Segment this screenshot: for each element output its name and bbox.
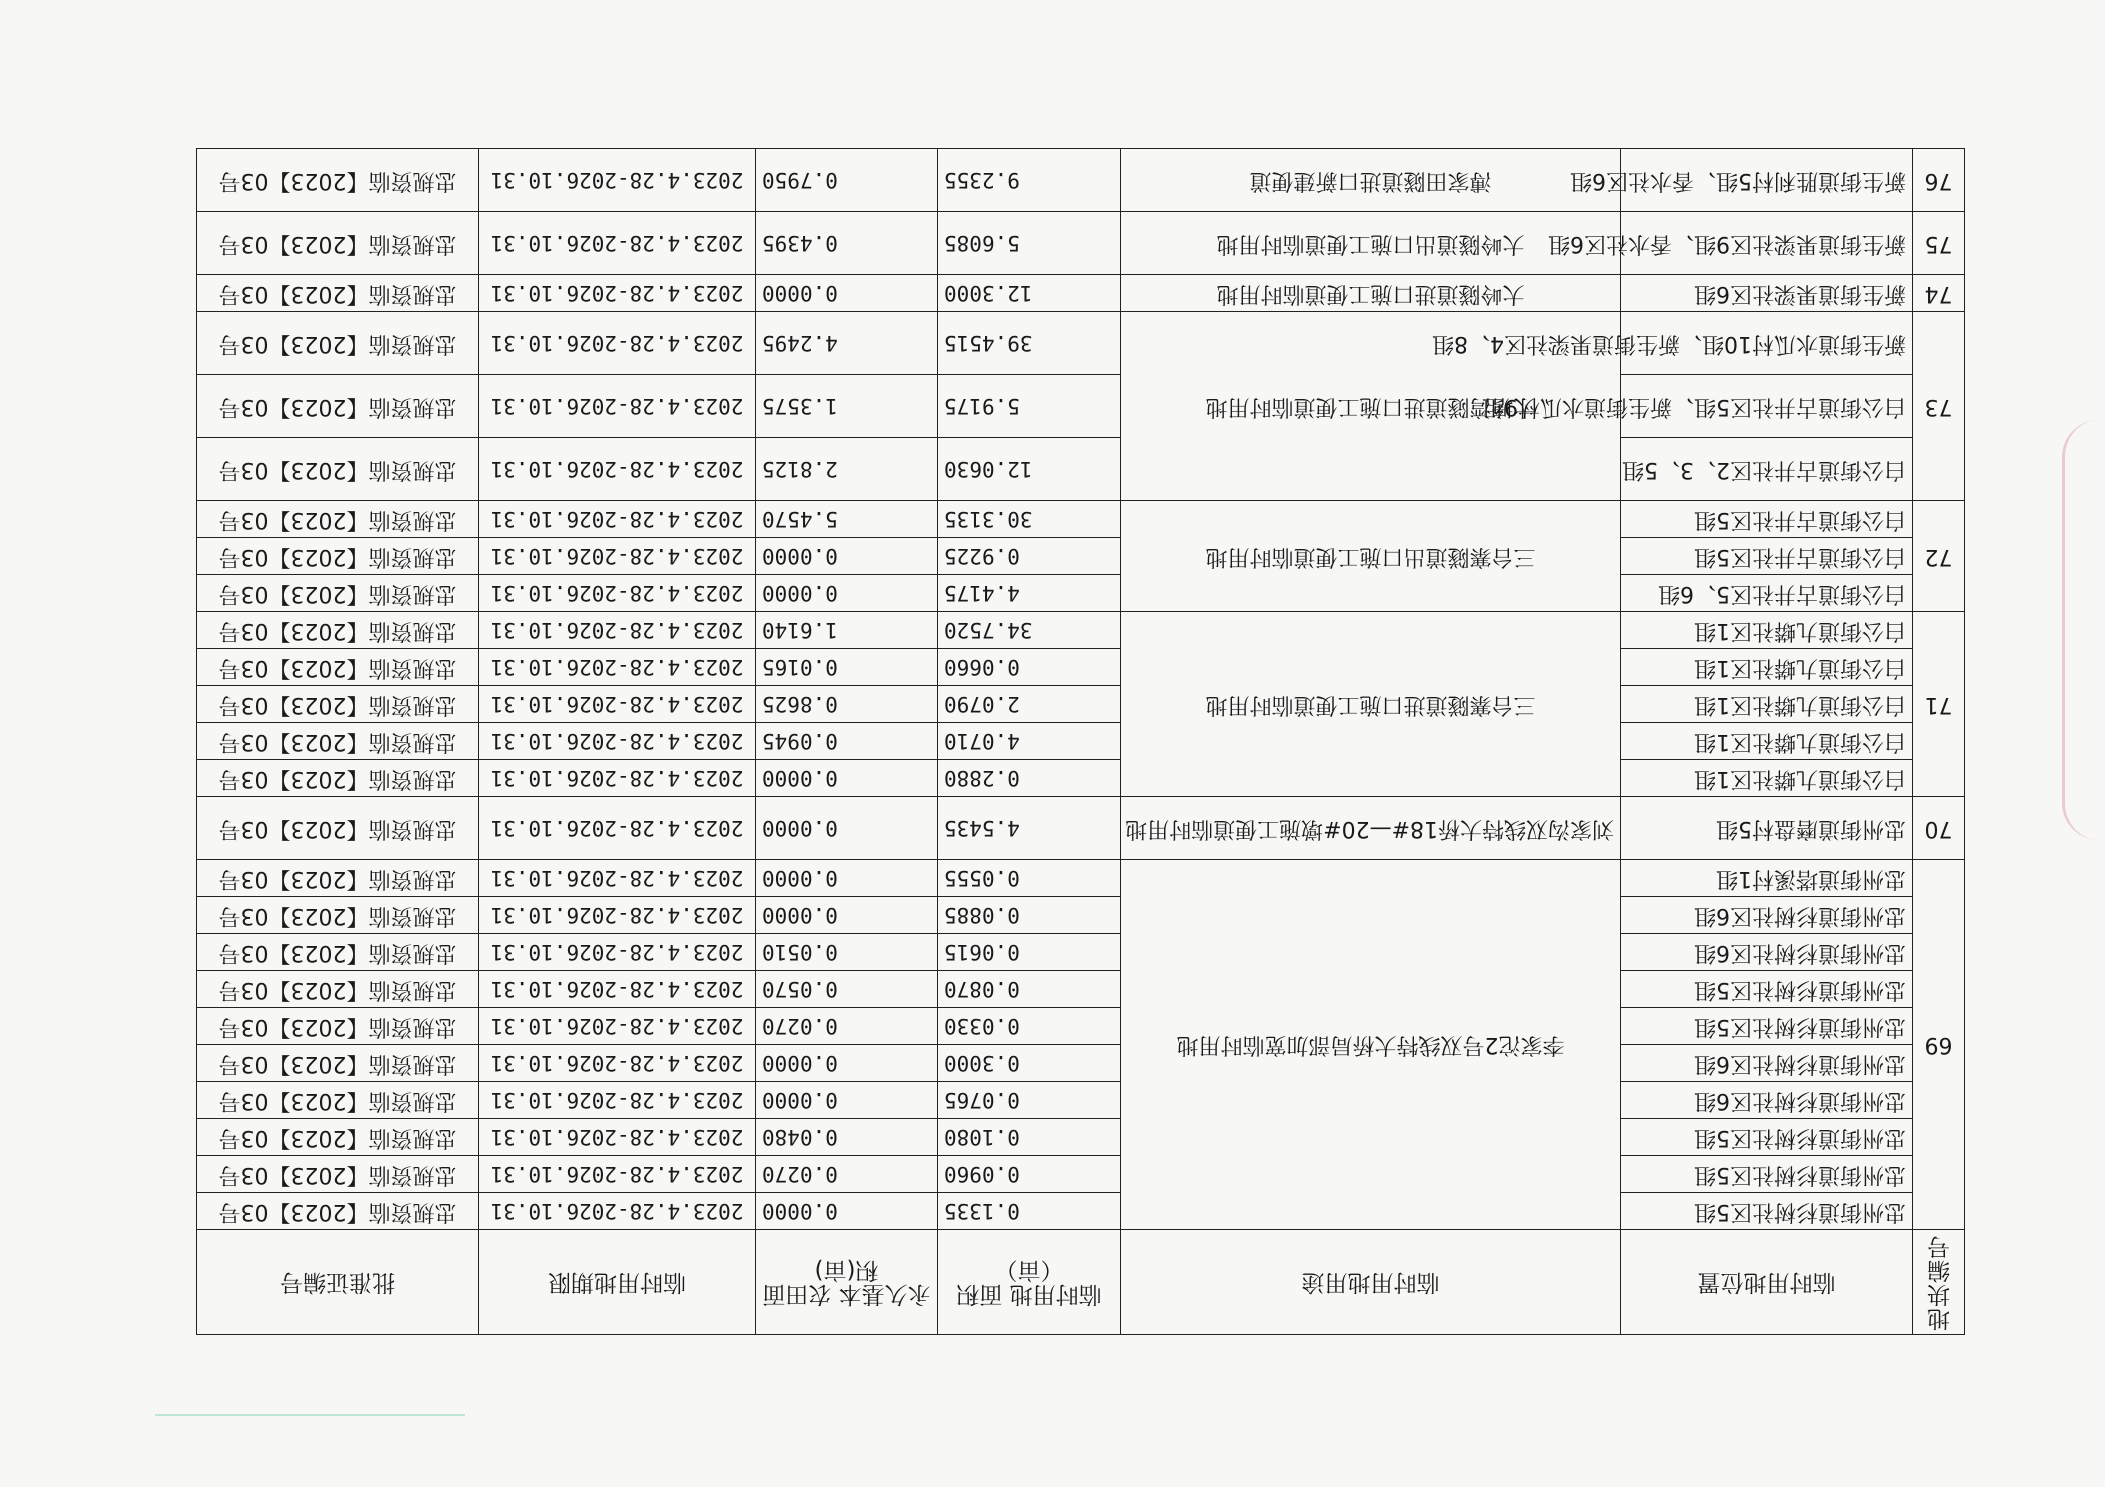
table-row	[197, 1156, 1965, 1193]
table-row	[197, 575, 1965, 612]
block-number: 70	[1913, 797, 1965, 860]
header-no: 地块编号	[1913, 1230, 1965, 1335]
table-row	[197, 649, 1965, 686]
cell-location: 白公街道九蟒社区1组	[1621, 686, 1913, 723]
table-row	[197, 971, 1965, 1008]
cell-farmland: 0.0000	[756, 760, 938, 797]
block-number: 76	[1913, 149, 1965, 212]
cell-area: 0.0765	[938, 1082, 1121, 1119]
cell-approval: 忠规资临【2023】03号	[197, 934, 479, 971]
table-row	[197, 501, 1965, 538]
cell-period: 2023.4.28-2026.10.31	[479, 312, 756, 375]
cell-farmland: 0.0000	[756, 797, 938, 860]
cell-location: 白公街道九蟒社区1组	[1621, 649, 1913, 686]
table-body	[197, 149, 1965, 1230]
cell-use: 李家沱2号双线特大桥局部加宽临时用地	[1121, 860, 1621, 1230]
cell-area: 30.3135	[938, 501, 1121, 538]
cell-location: 忠州街道杉树社区5组	[1621, 1119, 1913, 1156]
cell-area: 4.4175	[938, 575, 1121, 612]
header-approval: 批准证编号	[197, 1230, 479, 1335]
cell-farmland: 4.2495	[756, 312, 938, 375]
cell-farmland: 0.0000	[756, 897, 938, 934]
cell-farmland: 0.0510	[756, 934, 938, 971]
cell-period: 2023.4.28-2026.10.31	[479, 1119, 756, 1156]
cell-period: 2023.4.28-2026.10.31	[479, 760, 756, 797]
cell-location: 忠州街道杉树社区5组	[1621, 1156, 1913, 1193]
table-row	[197, 760, 1965, 797]
block-number: 74	[1913, 275, 1965, 312]
cell-period: 2023.4.28-2026.10.31	[479, 501, 756, 538]
cell-approval: 忠规资临【2023】03号	[197, 612, 479, 649]
cell-use: 三台寨隧道进口施工便道临时用地	[1121, 612, 1621, 797]
cell-area: 0.0870	[938, 971, 1121, 1008]
cell-period: 2023.4.28-2026.10.31	[479, 612, 756, 649]
cell-approval: 忠规资临【2023】03号	[197, 375, 479, 438]
table-row	[197, 375, 1965, 438]
cell-farmland: 0.8625	[756, 686, 938, 723]
cell-area: 0.9225	[938, 538, 1121, 575]
cell-area: 0.1335	[938, 1193, 1121, 1230]
cell-approval: 忠规资临【2023】03号	[197, 275, 479, 312]
cell-farmland: 0.0000	[756, 1193, 938, 1230]
cell-period: 2023.4.28-2026.10.31	[479, 649, 756, 686]
cell-location: 忠州街道杉树社区5组	[1621, 971, 1913, 1008]
cell-approval: 忠规资临【2023】03号	[197, 1045, 479, 1082]
table-row	[197, 1119, 1965, 1156]
cell-location: 新生街道胜利村5组、香水社区6组	[1621, 149, 1913, 212]
cell-period: 2023.4.28-2026.10.31	[479, 538, 756, 575]
block-number: 71	[1913, 612, 1965, 797]
cell-use: 溥家田隧道进口新建便道	[1121, 149, 1621, 212]
cell-approval: 忠规资临【2023】03号	[197, 1156, 479, 1193]
cell-period: 2023.4.28-2026.10.31	[479, 149, 756, 212]
cell-area: 0.0615	[938, 934, 1121, 971]
cell-period: 2023.4.28-2026.10.31	[479, 1045, 756, 1082]
cell-approval: 忠规资临【2023】03号	[197, 538, 479, 575]
block-number: 73	[1913, 312, 1965, 501]
cell-area: 2.0790	[938, 686, 1121, 723]
cell-period: 2023.4.28-2026.10.31	[479, 375, 756, 438]
scan-mark	[155, 1414, 465, 1416]
cell-area: 12.3000	[938, 275, 1121, 312]
table-row	[197, 149, 1965, 212]
cell-period: 2023.4.28-2026.10.31	[479, 275, 756, 312]
cell-farmland: 0.0000	[756, 575, 938, 612]
cell-location: 忠州街道杉树社区5组	[1621, 1193, 1913, 1230]
cell-farmland: 0.0165	[756, 649, 938, 686]
table-header	[197, 1230, 1965, 1335]
cell-period: 2023.4.28-2026.10.31	[479, 1008, 756, 1045]
cell-farmland: 0.4395	[756, 212, 938, 275]
cell-approval: 忠规资临【2023】03号	[197, 1082, 479, 1119]
table-row	[197, 1082, 1965, 1119]
cell-period: 2023.4.28-2026.10.31	[479, 971, 756, 1008]
cell-period: 2023.4.28-2026.10.31	[479, 438, 756, 501]
cell-period: 2023.4.28-2026.10.31	[479, 1156, 756, 1193]
header-use: 临时用地用途	[1121, 1230, 1621, 1335]
cell-approval: 忠规资临【2023】03号	[197, 649, 479, 686]
cell-area: 34.7520	[938, 612, 1121, 649]
cell-period: 2023.4.28-2026.10.31	[479, 860, 756, 897]
cell-period: 2023.4.28-2026.10.31	[479, 723, 756, 760]
cell-approval: 忠规资临【2023】03号	[197, 501, 479, 538]
cell-approval: 忠规资临【2023】03号	[197, 1008, 479, 1045]
table-row	[197, 797, 1965, 860]
cell-farmland: 5.4570	[756, 501, 938, 538]
table-row	[197, 897, 1965, 934]
table-row	[197, 438, 1965, 501]
cell-area: 0.2880	[938, 760, 1121, 797]
cell-location: 新生街道水瓜村10组、新生街道果梁社区4、8组	[1621, 312, 1913, 375]
cell-location: 白公街道九蟒社区1组	[1621, 760, 1913, 797]
cell-period: 2023.4.28-2026.10.31	[479, 797, 756, 860]
land-use-table	[196, 148, 1965, 1335]
cell-farmland: 0.0570	[756, 971, 938, 1008]
cell-location: 忠州街道磨盘村5组	[1621, 797, 1913, 860]
cell-approval: 忠规资临【2023】03号	[197, 723, 479, 760]
cell-location: 新生街道果梁社区6组	[1621, 275, 1913, 312]
block-number: 72	[1913, 501, 1965, 612]
cell-location: 白公街道古井社区5组、新生街道水瓜村9组	[1621, 375, 1913, 438]
cell-farmland: 0.0480	[756, 1119, 938, 1156]
cell-period: 2023.4.28-2026.10.31	[479, 897, 756, 934]
cell-farmland: 1.6140	[756, 612, 938, 649]
cell-approval: 忠规资临【2023】03号	[197, 686, 479, 723]
cell-area: 12.0630	[938, 438, 1121, 501]
cell-farmland: 1.3575	[756, 375, 938, 438]
cell-location: 忠州街道杉树社区6组	[1621, 1045, 1913, 1082]
block-number: 75	[1913, 212, 1965, 275]
cell-farmland: 0.7950	[756, 149, 938, 212]
cell-period: 2023.4.28-2026.10.31	[479, 1082, 756, 1119]
cell-area: 4.0710	[938, 723, 1121, 760]
cell-location: 白公街道古井社区2、3、5组	[1621, 438, 1913, 501]
table-row	[197, 934, 1965, 971]
table-row	[197, 538, 1965, 575]
cell-area: 0.0885	[938, 897, 1121, 934]
table-row	[197, 212, 1965, 275]
cell-area: 9.2355	[938, 149, 1121, 212]
cell-farmland: 0.0270	[756, 1008, 938, 1045]
cell-use: 三台寨隧道出口施工便道临时用地	[1121, 501, 1621, 612]
table-row	[197, 1193, 1965, 1230]
cell-period: 2023.4.28-2026.10.31	[479, 686, 756, 723]
table-row	[197, 275, 1965, 312]
cell-approval: 忠规资临【2023】03号	[197, 212, 479, 275]
cell-location: 忠州街道杉树社区5组	[1621, 1008, 1913, 1045]
table-row	[197, 723, 1965, 760]
cell-period: 2023.4.28-2026.10.31	[479, 575, 756, 612]
cell-approval: 忠规资临【2023】03号	[197, 312, 479, 375]
cell-farmland: 0.0000	[756, 1082, 938, 1119]
cell-area: 0.0960	[938, 1156, 1121, 1193]
header-farmland: 永久基本 农田面积(亩)	[756, 1230, 938, 1335]
cell-approval: 忠规资临【2023】03号	[197, 575, 479, 612]
header-location: 临时用地位置	[1621, 1230, 1913, 1335]
cell-farmland: 0.0000	[756, 275, 938, 312]
cell-approval: 忠规资临【2023】03号	[197, 438, 479, 501]
header-area: 临时用地 面积（亩）	[938, 1230, 1121, 1335]
block-number: 69	[1913, 860, 1965, 1230]
cell-use: 大岭隧道出口施工便道临时用地	[1121, 212, 1621, 275]
cell-approval: 忠规资临【2023】03号	[197, 760, 479, 797]
cell-area: 5.9175	[938, 375, 1121, 438]
cell-area: 0.1080	[938, 1119, 1121, 1156]
cell-area: 0.0555	[938, 860, 1121, 897]
cell-period: 2023.4.28-2026.10.31	[479, 934, 756, 971]
cell-location: 白公街道古井社区5组	[1621, 538, 1913, 575]
cell-approval: 忠规资临【2023】03号	[197, 1119, 479, 1156]
header-period: 临时用地期限	[479, 1230, 756, 1335]
cell-approval: 忠规资临【2023】03号	[197, 797, 479, 860]
cell-location: 新生街道果梁社区9组、香水社区6组	[1621, 212, 1913, 275]
cell-approval: 忠规资临【2023】03号	[197, 1193, 479, 1230]
table-row	[197, 612, 1965, 649]
cell-farmland: 0.0270	[756, 1156, 938, 1193]
seal-edge	[2062, 420, 2099, 840]
cell-approval: 忠规资临【2023】03号	[197, 149, 479, 212]
cell-area: 0.3000	[938, 1045, 1121, 1082]
cell-area: 39.4515	[938, 312, 1121, 375]
table-row	[197, 1008, 1965, 1045]
cell-area: 0.0330	[938, 1008, 1121, 1045]
cell-farmland: 0.0000	[756, 860, 938, 897]
cell-use: 大岭隧道进口施工便道临时用地	[1121, 275, 1621, 312]
cell-farmland: 0.0000	[756, 1045, 938, 1082]
cell-location: 白公街道九蟒社区1组	[1621, 612, 1913, 649]
cell-location: 忠州街道杉树社区6组	[1621, 934, 1913, 971]
cell-location: 白公街道九蟒社区1组	[1621, 723, 1913, 760]
cell-use: 刘家沟双线特大桥18#—20#墩施工便道临时用地	[1121, 797, 1621, 860]
cell-period: 2023.4.28-2026.10.31	[479, 1193, 756, 1230]
cell-location: 白公街道古井社区5、6组	[1621, 575, 1913, 612]
cell-period: 2023.4.28-2026.10.31	[479, 212, 756, 275]
cell-approval: 忠规资临【2023】03号	[197, 897, 479, 934]
cell-area: 0.0660	[938, 649, 1121, 686]
cell-location: 白公街道古井社区5组	[1621, 501, 1913, 538]
cell-location: 忠州街道杉树社区6组	[1621, 897, 1913, 934]
cell-location: 忠州街道杉树社区6组	[1621, 1082, 1913, 1119]
table-row	[197, 1045, 1965, 1082]
table-row	[197, 686, 1965, 723]
table-row	[197, 312, 1965, 375]
cell-farmland: 0.0945	[756, 723, 938, 760]
cell-approval: 忠规资临【2023】03号	[197, 971, 479, 1008]
cell-area: 4.5435	[938, 797, 1121, 860]
cell-area: 5.6085	[938, 212, 1121, 275]
table-row	[197, 860, 1965, 897]
cell-location: 忠州街道塔溪村1组	[1621, 860, 1913, 897]
cell-approval: 忠规资临【2023】03号	[197, 860, 479, 897]
cell-farmland: 2.8125	[756, 438, 938, 501]
cell-farmland: 0.0000	[756, 538, 938, 575]
cell-use: 大塘湾隧道进口施工便道临时用地	[1121, 312, 1621, 501]
